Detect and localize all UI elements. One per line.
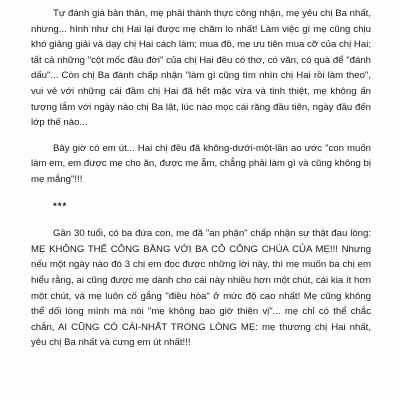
paragraph-youngest-child: Bây giờ có em út... Hai chị đều đã không-dưới-một-lần ao ước "con muốn làm em, em được mẹ cho ăn, được mẹ ẵm, chẳng phải làm gì và cũng không bị mẹ mắng"!!! <box>31 142 371 185</box>
paragraph-mother-self-assessment: Tự đánh giá bản thân, mẹ phải thành thực công nhận, mẹ yêu chị Ba nhất, nhưng... hình như chị Hai lại được mẹ chăm lo nhất! Làm việc gì mẹ cũng chịu khó giảng giải và dạy chị Hai cách làm; mua đồ, mẹ ưu tiên mua cỡ của chị Hai; tất cả những "cột mốc đầu đời" của chị Hai đều có thơ, có văn, có quà để "đánh dấu"... Còn chị Ba đành chấp nhận "làm gì cũng tìm nhìn chị Hai rồi làm theo", vui vẻ với những cái đầm chị Hai đã hết mặc vừa và tinh thiệt, mẹ không ấn tượng lắm với ngày nào chị Ba lật, lúc nào mọc cái răng đầu tiên, ngày đầu đến lớp thế nào... <box>31 8 371 129</box>
section-separator: *** <box>53 200 68 212</box>
paragraph-closing: Gần 30 tuổi, có ba đứa con, mẹ đã "an phận" chấp nhận sự thật đau lòng: MẸ KHÔNG THỂ CÔNG BẰNG VỚI BA CÔ CÔNG CHÚA CỦA MẸ!!! Nhưng nếu một ngày nào đó 3 chị em đọc được những lời này, thì mẹ muốn ba chị em hiểu rằng, ai cũng được mẹ dành cho cái này nhiều hơn một chút, cái kia ít hơn một chút, và mẹ luôn cố gắng "điều hòa" ở mức độ cao nhất! Mẹ cũng không thể dối lòng mình mà nói "mẹ không bao giờ thiên vị"... mẹ chỉ có thể chắc chắn, AI CŨNG CÓ CÁI-NHẤT TRONG LÒNG MẸ: mẹ thương chị Hai nhất, yêu chị Ba nhất và cưng em út nhất!!! <box>31 228 371 349</box>
document-body <box>31 6 371 361</box>
